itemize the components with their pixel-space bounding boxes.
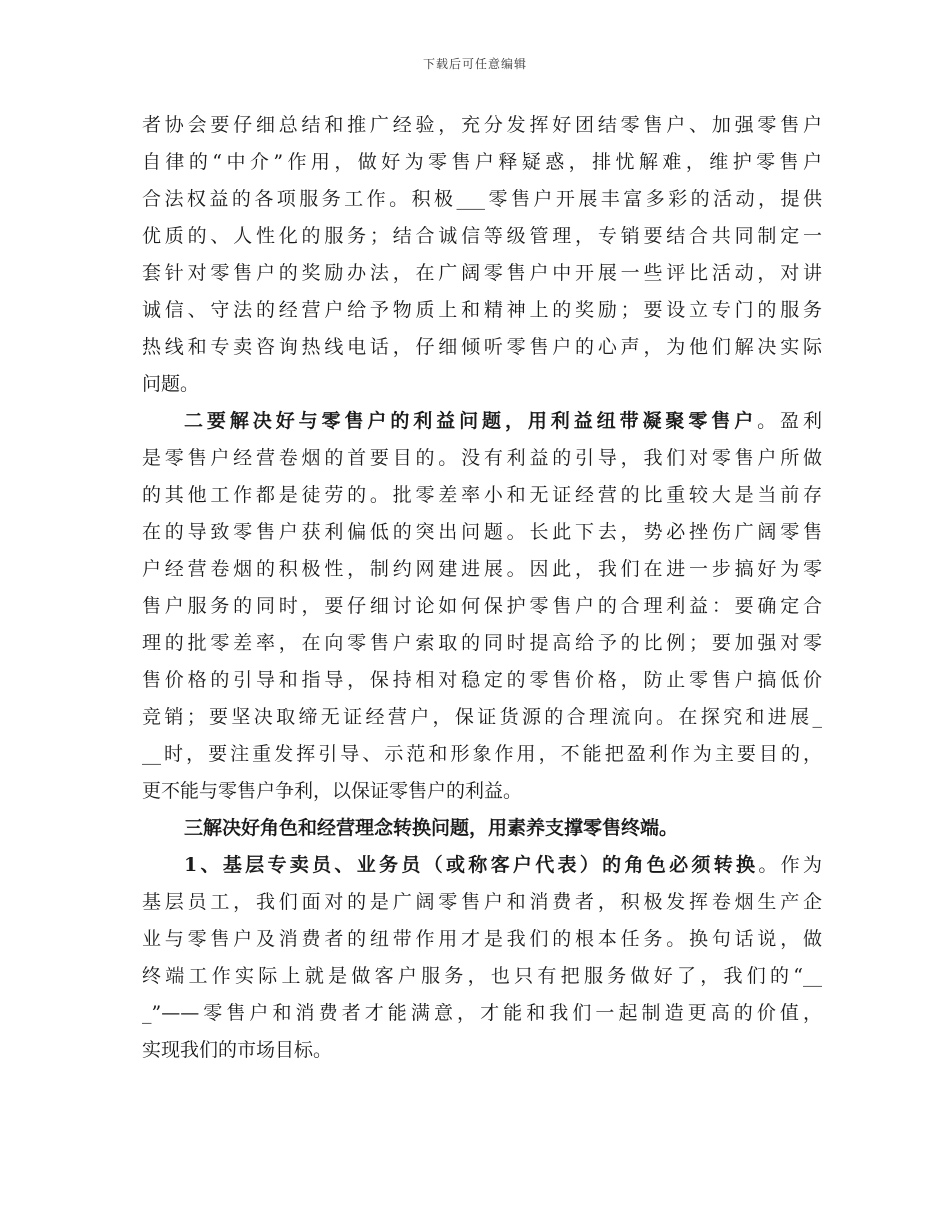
text-line (142, 958, 822, 995)
text-segment: 合法权益的各项服务工作。积极___零售户开展丰富多彩的活动，提供 (142, 188, 822, 210)
page-header: 下载后可任意编辑 (422, 57, 527, 71)
text-segment: __时，要注重发挥引导、示范和形象作用，不能把盈利作为主要目的， (142, 743, 822, 765)
text-segment: 问题。 (142, 373, 200, 395)
text-line (142, 329, 822, 366)
text-segment: 。作为 (758, 854, 822, 876)
text-segment: 。盈利 (757, 410, 822, 432)
text-segment: 套针对零售户的奖励办法，在广阔零售户中开展一些评比活动，对讲 (142, 262, 822, 284)
text-line (142, 551, 822, 588)
text-segment: _”——零售户和消费者才能满意，才能和我们一起制造更高的价值， (142, 1002, 822, 1024)
text-segment: 售户服务的同时，要仔细讨论如何保护零售户的合理利益：要确定合 (142, 595, 822, 617)
text-line (142, 477, 822, 514)
text-line (142, 625, 822, 662)
text-segment: 的其他工作都是徒劳的。批零差率小和无证经营的比重较大是当前存 (142, 484, 822, 506)
bold-text-segment: 二要解决好与零售户的利益问题，用利益纽带凝聚零售户 (184, 410, 758, 432)
text-line (142, 218, 822, 255)
text-segment: 业与零售户及消费者的纽带作用才是我们的根本任务。换句话说，做 (142, 928, 822, 950)
text-line (142, 144, 822, 181)
text-line (142, 255, 822, 292)
text-line (142, 810, 822, 847)
text-segment: 者协会要仔细总结和推广经验，充分发挥好团结零售户、加强零售户 (142, 114, 822, 136)
text-line (142, 403, 822, 440)
text-line (142, 440, 822, 477)
bold-text-segment: 三解决好角色和经营理念转换问题，用素养支撑零售终端。 (184, 817, 679, 839)
text-line (142, 588, 822, 625)
text-segment: 更不能与零售户争利，以保证零售户的利益。 (142, 780, 523, 802)
bold-text-segment: 1、基层专卖员、业务员（或称客户代表）的角色必须转换 (184, 854, 759, 876)
text-line (142, 736, 822, 773)
text-line (142, 884, 822, 921)
text-segment: 售价格的引导和指导，保持相对稳定的零售价格，防止零售户搞低价 (142, 669, 822, 691)
text-segment: 在的导致零售户获利偏低的突出问题。长此下去，势必挫伤广阔零售 (142, 521, 822, 543)
text-line (142, 181, 822, 218)
text-segment: 热线和专卖咨询热线电话，仔细倾听零售户的心声，为他们解决实际 (142, 336, 822, 358)
text-line (142, 107, 822, 144)
text-line (142, 366, 822, 403)
text-line (142, 921, 822, 958)
text-segment: 理的批零差率，在向零售户索取的同时提高给予的比例；要加强对零 (142, 632, 822, 654)
document-body (142, 107, 822, 1069)
text-segment: 户经营卷烟的积极性，制约网建进展。因此，我们在进一步搞好为零 (142, 558, 822, 580)
text-segment: 优质的、人性化的服务；结合诚信等级管理，专销要结合共同制定一 (142, 225, 822, 247)
text-segment: 终端工作实际上就是做客户服务，也只有把服务做好了，我们的“__ (142, 965, 822, 987)
text-segment: 基层员工，我们面对的是广阔零售户和消费者，积极发挥卷烟生产企 (142, 891, 822, 913)
text-segment: 实现我们的市场目标。 (142, 1039, 333, 1061)
text-line (142, 699, 822, 736)
text-line (142, 995, 822, 1032)
text-segment: 竞销；要坚决取缔无证经营户，保证货源的合理流向。在探究和进展_ (142, 706, 822, 728)
text-line (142, 847, 822, 884)
text-segment: 自律的“中介”作用，做好为零售户释疑惑，排忧解难，维护零售户 (142, 151, 822, 173)
text-line (142, 773, 822, 810)
text-line (142, 1032, 822, 1069)
text-line (142, 292, 822, 329)
text-segment: 诚信、守法的经营户给予物质上和精神上的奖励；要设立专门的服务 (142, 299, 822, 321)
text-line (142, 662, 822, 699)
text-line (142, 514, 822, 551)
text-segment: 是零售户经营卷烟的首要目的。没有利益的引导，我们对零售户所做 (142, 447, 822, 469)
